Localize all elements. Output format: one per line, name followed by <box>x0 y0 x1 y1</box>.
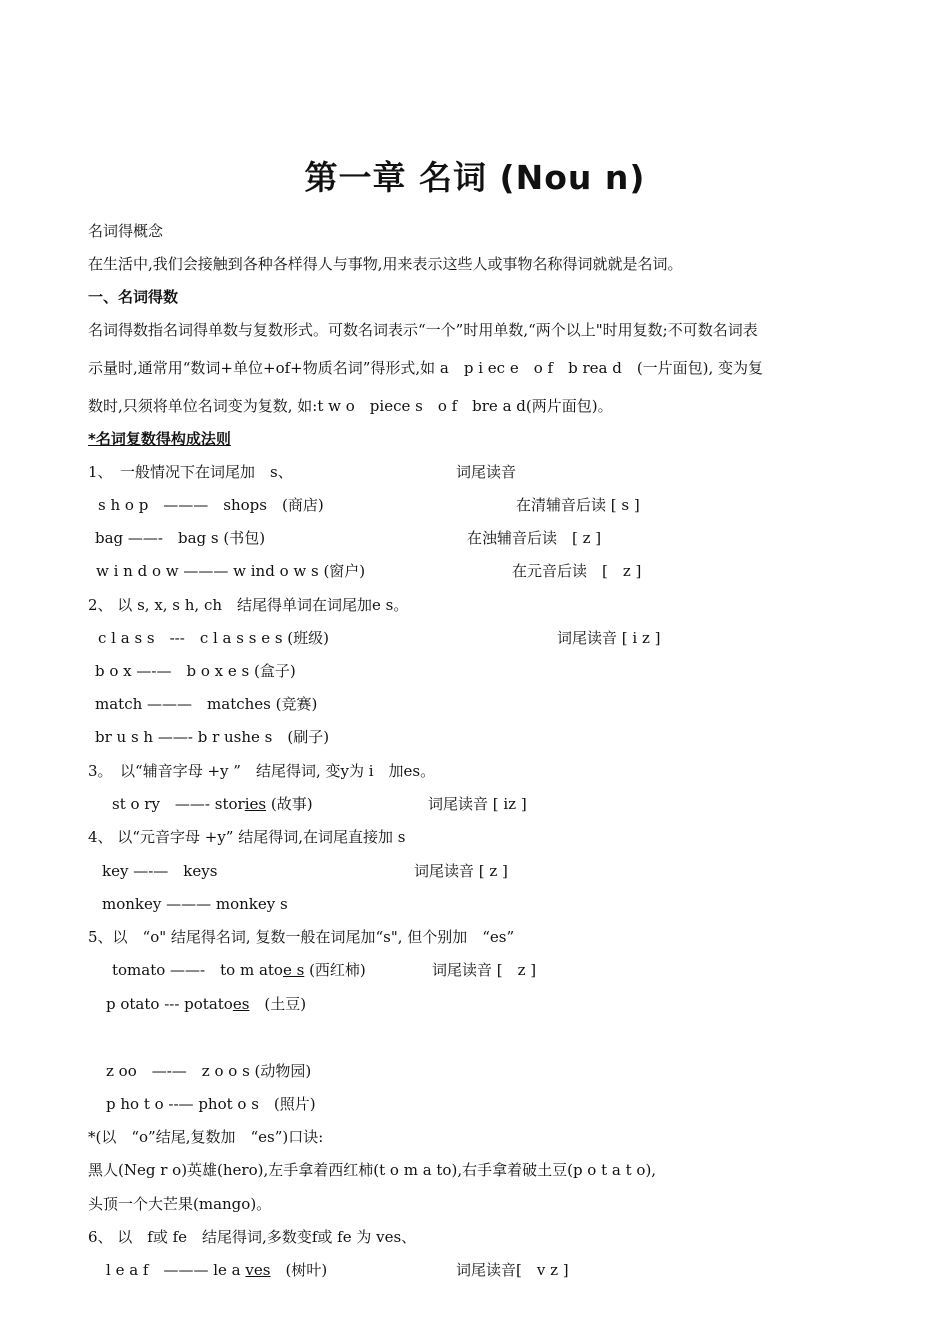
rule-3-example-story <box>112 794 313 814</box>
rule-6-pron: 词尾读音[ v z ] <box>456 1261 569 1279</box>
rule-2-pron: 词尾读音 [ i z ] <box>557 629 661 647</box>
rule-5-pron: 词尾读音 [ z ] <box>432 961 537 979</box>
rule-2-example-match: match ——— matches (竞赛) <box>95 695 318 713</box>
rule-2-example-brush: br u s h ——- b r ushe s (刷子) <box>95 728 330 746</box>
section-heading-number: 一、名词得数 <box>88 288 179 306</box>
rule-5-example-potato <box>106 994 306 1014</box>
concept-definition: 在生活中,我们会接触到各种各样得人与事物,用来表示这些人或事物名称得词就就是名词。 <box>88 255 683 273</box>
rule-3-word-suffix: ies <box>244 795 267 813</box>
concept-heading: 名词得概念 <box>88 222 164 240</box>
rule-5-text: 5、以 “o" 结尾得名词, 复数一般在词尾加“s", 但个别加 “es” <box>88 928 515 946</box>
rule-1-text: 1、 一般情况下在词尾加 s、 <box>88 463 293 481</box>
rule-1-pron-label: 词尾读音 <box>456 463 517 481</box>
number-paragraph-line-2: 示量时,通常用“数词+单位+of+物质名词”得形式,如 a p i ec e o f b rea d (一片面包), 变为复 <box>88 359 764 377</box>
number-paragraph-line-3: 数时,只须将单位名词变为复数, 如:t w o piece s o f bre a d(两片面包)。 <box>88 397 613 415</box>
rule-5-potato-stem: p otato --- potato <box>106 995 233 1013</box>
rule-5-tomato-gloss: (西红柿) <box>304 961 366 979</box>
rule-5-mnemonic-line-2: 头顶一个大芒果(mango)。 <box>88 1195 272 1213</box>
rule-3-text: 3。 以“辅音字母 +y ” 结尾得词, 变y为 i 加es。 <box>88 762 436 780</box>
chapter-title: 第一章 名词 (Nou n) <box>304 158 646 197</box>
rule-5-example-tomato <box>112 960 366 980</box>
rule-2-example-box: b o x —-— b o x e s (盒子) <box>95 662 296 680</box>
rule-3-pron: 词尾读音 [ iz ] <box>428 795 527 813</box>
rule-1-pron-vowel: 在元音后读 [ z ] <box>512 562 642 580</box>
rule-5-tomato-suffix: e s <box>282 961 305 979</box>
rule-3-word-gloss: (故事) <box>266 795 313 813</box>
rule-5-potato-gloss: (土豆) <box>249 995 307 1013</box>
rule-1-example-shop: s h o p ——— shops (商店) <box>98 496 324 514</box>
rule-5-example-photo: p ho t o --— phot o s (照片) <box>106 1095 316 1113</box>
rule-5-example-zoo: z oo —-— z o o s (动物园) <box>106 1062 312 1080</box>
rule-5-mnemonic-line-1: 黑人(Neg r o)英雄(hero),左手拿着西红柿(t o m a to),右手拿着破土豆(p o t a t o), <box>88 1161 657 1179</box>
rule-6-leaf-gloss: (树叶) <box>270 1261 328 1279</box>
plural-rules-heading: *名词复数得构成法则 <box>88 430 231 448</box>
rule-4-pron: 词尾读音 [ z ] <box>414 862 508 880</box>
rule-2-text: 2、 以 s, x, s h, ch 结尾得单词在词尾加e s。 <box>88 596 409 614</box>
rule-1-pron-s: 在清辅音后读 [ s ] <box>516 496 640 514</box>
rule-6-leaf-suffix: ves <box>245 1261 271 1279</box>
rule-4-example-monkey: monkey ——— monkey s <box>102 895 288 913</box>
rule-5-tomato-stem: tomato ——- to m ato <box>112 961 283 979</box>
rule-1-example-window: w i n d o w ——— w ind o w s (窗户) <box>96 562 366 580</box>
rule-5-mnemonic-heading: *(以 “o”结尾,复数加 “es”)口诀: <box>88 1128 324 1146</box>
rule-5-potato-suffix: es <box>232 995 250 1013</box>
rule-3-word-stem: st o ry ——- stor <box>112 795 245 813</box>
rule-1-pron-z: 在浊辅音后读 [ z ] <box>467 529 602 547</box>
rule-6-text: 6、 以 f或 fe 结尾得词,多数变f或 fe 为 ves、 <box>88 1228 417 1246</box>
rule-4-text: 4、 以“元音字母 +y” 结尾得词,在词尾直接加 s <box>88 828 406 846</box>
number-paragraph-line-1: 名词得数指名词得单数与复数形式。可数名词表示“一个”时用单数,“两个以上"时用复数;不可数名词表 <box>88 321 758 339</box>
rule-1-example-bag: bag ——- bag s (书包) <box>95 529 266 547</box>
rule-6-leaf-stem: l e a f ——— le a <box>106 1261 246 1279</box>
rule-6-example-leaf <box>106 1260 327 1280</box>
rule-2-example-class: c l a s s --- c l a s s e s (班级) <box>98 629 330 647</box>
rule-4-example-key: key —-— keys <box>102 862 218 880</box>
